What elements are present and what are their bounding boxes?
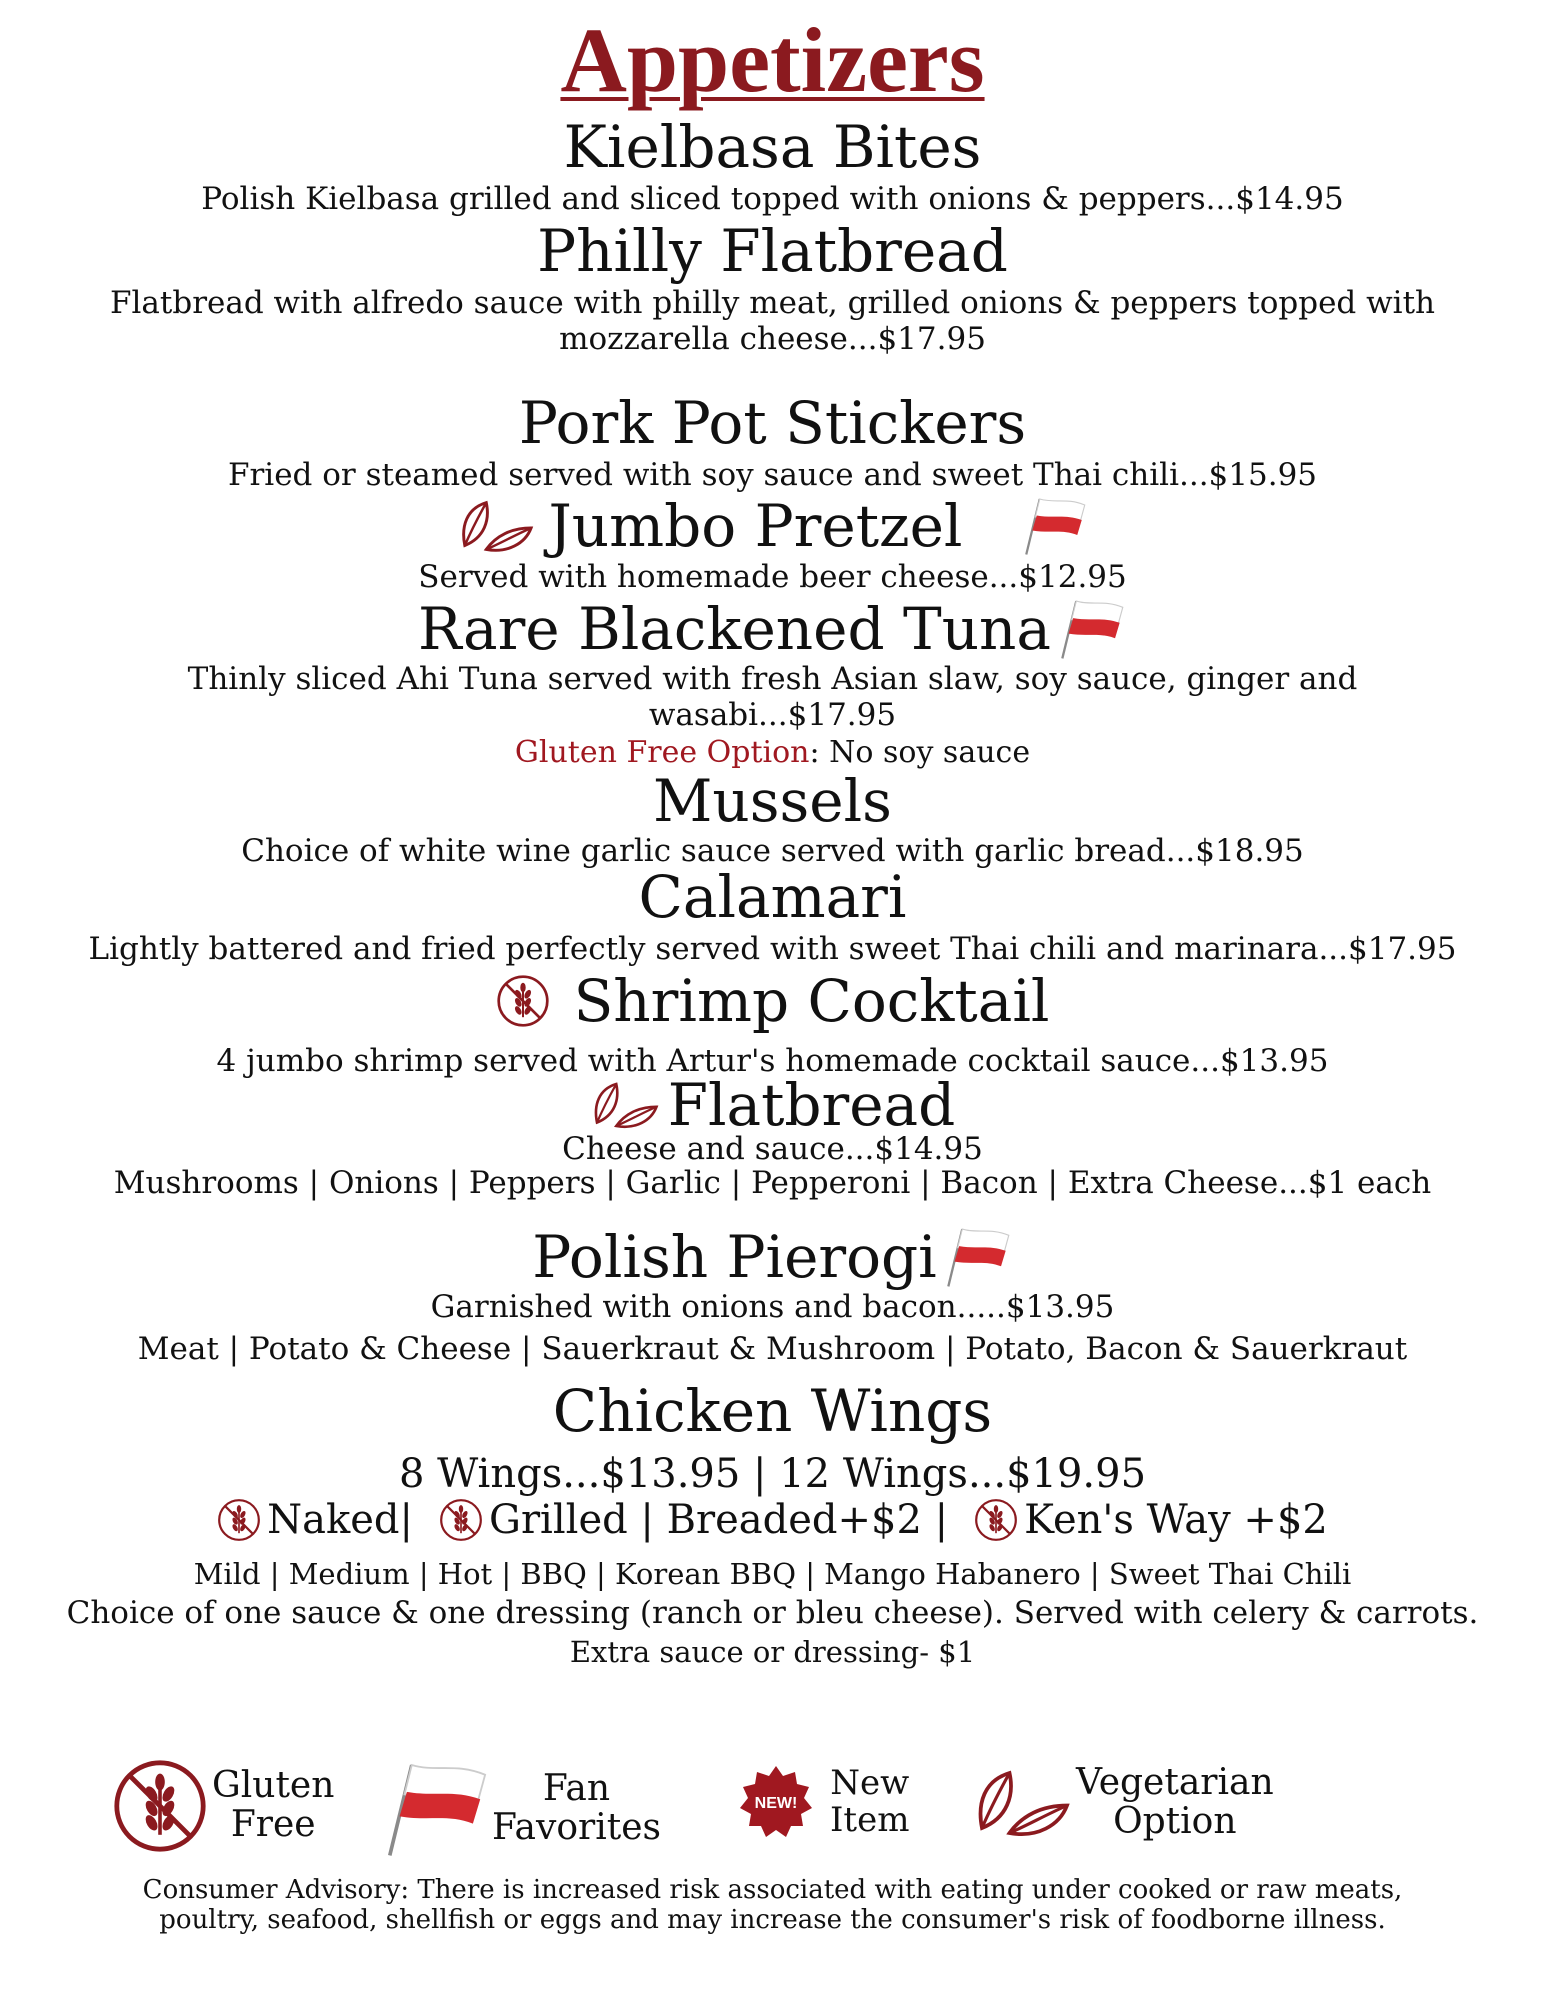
item-toppings-flatbread: Mushrooms | Onions | Peppers | Garlic | Pepperoni | Bacon | Extra Cheese...$1 each (113, 1165, 1432, 1201)
gluten-free-icon (112, 1758, 208, 1854)
gluten-free-icon (496, 974, 550, 1028)
item-desc-kielbasa: Polish Kielbasa grilled and sliced topped with onions & peppers...$14.95 (201, 181, 1344, 217)
legend-vegetarian-line2: Option (1113, 1801, 1237, 1842)
item-desc-shrimp: 4 jumbo shrimp served with Artur's homemade cocktail sauce...$13.95 (216, 1043, 1329, 1079)
wings-note-1: Choice of one sauce & one dressing (ranch or bleu cheese). Served with celery & carrots. (66, 1595, 1479, 1631)
item-name-wings: Chicken Wings (552, 1377, 993, 1445)
item-name-kielbasa: Kielbasa Bites (563, 113, 982, 181)
item-prices-wings: 8 Wings...$13.95 | 12 Wings...$19.95 (398, 1451, 1147, 1497)
fan-favorite-flag-icon (380, 1750, 490, 1868)
item-desc-potstickers: Fried or steamed served with soy sauce and sweet Thai chili...$15.95 (227, 457, 1318, 493)
item-name-shrimp: Shrimp Cocktail (573, 967, 1050, 1035)
legend-vegetarian (972, 1758, 1274, 1848)
consumer-advisory (0, 1876, 1545, 1936)
item-desc-tuna-2: wasabi...$17.95 (648, 697, 897, 733)
item-name-mussels: Mussels (653, 767, 892, 835)
item-desc-flatbread: Cheese and sauce...$14.95 (562, 1131, 983, 1167)
legend-fan-favorites-line1: Fan (542, 1768, 611, 1810)
gluten-free-option-text: : No soy sauce (809, 735, 1031, 770)
legend-new-item (736, 1762, 909, 1842)
wings-style-grilled: Grilled | Breaded+$2 | (488, 1497, 949, 1543)
fan-favorite-flag-icon (1055, 598, 1127, 660)
gluten-free-option (0, 735, 1545, 770)
fan-favorite-flag-icon (1020, 496, 1088, 556)
wings-style-kens: Ken's Way +$2 (1024, 1497, 1328, 1543)
legend-new-item-line1: New (830, 1763, 910, 1804)
gluten-free-option-label: Gluten Free Option (514, 735, 810, 770)
item-name-pierogi: Polish Pierogi (532, 1223, 937, 1291)
item-row-pretzel (0, 492, 1545, 565)
item-name-potstickers: Pork Pot Stickers (518, 389, 1027, 457)
fan-favorite-flag-icon (941, 1226, 1013, 1288)
wings-note-2: Extra sauce or dressing- $1 (569, 1635, 976, 1669)
item-name-philly: Philly Flatbread (537, 217, 1008, 285)
consumer-advisory-line2: poultry, seafood, shellfish or eggs and may increase the consumer's risk of foodborne illness. (159, 1904, 1386, 1935)
legend-fan-favorites (380, 1750, 661, 1868)
vegetarian-leaf-icon (457, 496, 535, 556)
new-badge-text: NEW! (754, 1795, 798, 1812)
item-styles-wings (0, 1498, 1545, 1549)
legend-gluten-free (112, 1758, 334, 1854)
legend-new-item-line2: Item (830, 1800, 910, 1840)
page-title: Appetizers (560, 9, 985, 111)
item-options-pierogi: Meat | Potato & Cheese | Sauerkraut & Mushroom | Potato, Bacon & Sauerkraut (137, 1331, 1408, 1367)
item-desc-pretzel: Served with homemade beer cheese...$12.95 (418, 559, 1127, 595)
item-desc-philly-2: mozzarella cheese...$17.95 (559, 321, 986, 357)
item-row-shrimp (0, 967, 1545, 1037)
item-name-calamari: Calamari (638, 863, 907, 931)
legend (0, 1758, 1545, 1868)
wings-style-naked: Naked| (267, 1497, 413, 1543)
consumer-advisory-line1: Consumer Advisory: There is increased risk associated with eating under cooked or raw meats, (142, 1875, 1403, 1905)
legend-gluten-free-line2: Free (230, 1804, 316, 1845)
wings-sauces: Mild | Medium | Hot | BBQ | Korean BBQ | Mango Habanero | Sweet Thai Chili (193, 1557, 1352, 1591)
item-desc-philly-1: Flatbread with alfredo sauce with philly meat, grilled onions & peppers topped with (110, 285, 1435, 321)
item-row-tuna (0, 595, 1545, 663)
gluten-free-icon (217, 1498, 261, 1542)
legend-vegetarian-line1: Vegetarian (1076, 1762, 1274, 1804)
item-name-flatbread: Flatbread (667, 1071, 956, 1139)
vegetarian-leaf-icon (590, 1077, 660, 1133)
vegetarian-leaf-icon (972, 1758, 1072, 1848)
item-name-tuna: Rare Blackened Tuna (418, 595, 1051, 663)
gluten-free-icon (439, 1498, 483, 1542)
new-badge-icon (736, 1762, 816, 1842)
item-desc-calamari: Lightly battered and fried perfectly served with sweet Thai chili and marinara...$17.95 (88, 931, 1457, 967)
gluten-free-icon (974, 1498, 1018, 1542)
item-desc-mussels: Choice of white wine garlic sauce served with garlic bread...$18.95 (241, 833, 1304, 869)
item-name-pretzel: Jumbo Pretzel (548, 492, 963, 560)
legend-fan-favorites-line2: Favorites (492, 1807, 661, 1848)
legend-gluten-free-line1: Gluten (212, 1765, 335, 1807)
item-row-pierogi (0, 1223, 1545, 1291)
item-desc-tuna-1: Thinly sliced Ahi Tuna served with fresh Asian slaw, soy sauce, ginger and (187, 661, 1358, 697)
item-desc-pierogi: Garnished with onions and bacon.....$13.95 (430, 1289, 1115, 1325)
